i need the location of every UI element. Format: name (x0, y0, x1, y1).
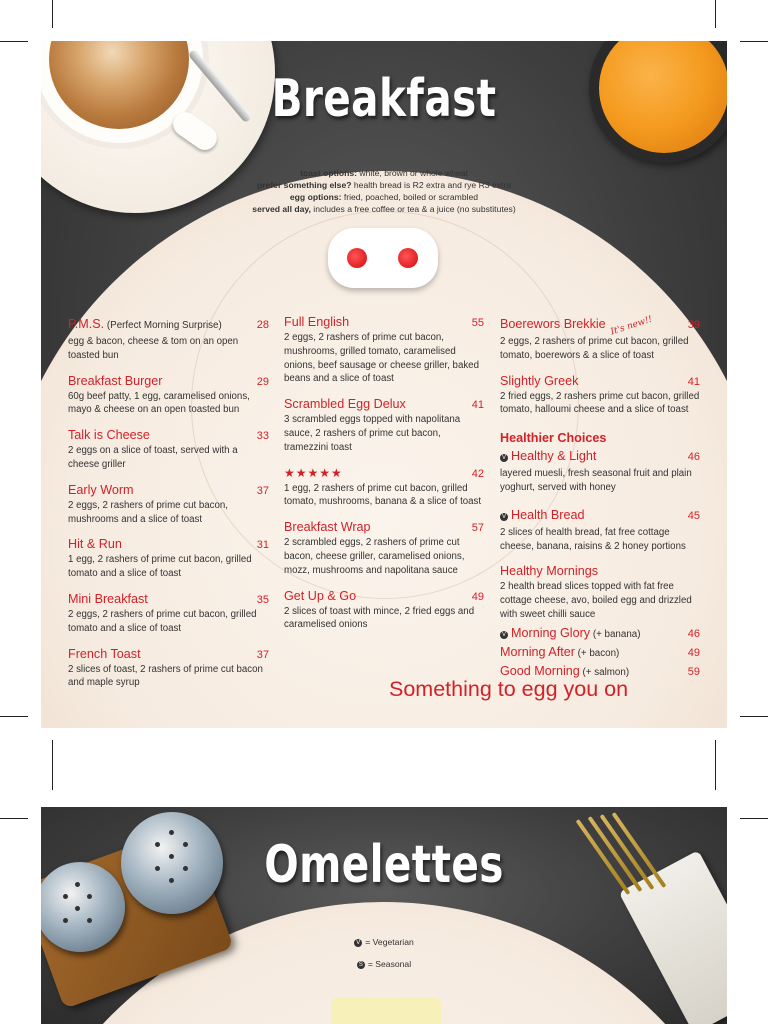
crop-mark (0, 818, 28, 819)
menu-item: V Health Bread 45 2 slices of health bread, fat free cottage cheese, banana, raisins & 2 honey portions (500, 507, 700, 552)
seasonal-icon: S (358, 962, 363, 968)
vegetarian-icon: V (501, 631, 506, 638)
tagline: Something to egg you on (389, 677, 629, 701)
crop-mark (52, 740, 53, 790)
menu-item: Healthy Mornings 2 health bread slices topped with fat free cottage cheese, avo, boiled egg and drizzled with sweet chilli sauce (500, 564, 692, 620)
vegetarian-icon: V (501, 455, 506, 462)
crop-mark (715, 0, 716, 28)
menu-column-2 (284, 315, 484, 643)
menu-item: Breakfast Burger 29 60g beef patty, 1 egg, caramelised onions, mayo & cheese on an open toasted bun (68, 373, 269, 416)
menu-item: Hit & Run 31 1 egg, 2 rashers of prime cut bacon, grilled tomato and a slice of toast (68, 537, 269, 580)
healthier-choices-heading: Healthier Choices (500, 431, 607, 446)
legend-vegetarian: V = Vegetarian (356, 937, 414, 947)
menu-item: ★★★★★ 42 1 egg, 2 rashers of prime cut bacon, grilled tomato, mushrooms, banana & a slice of toast (284, 465, 484, 508)
breakfast-panel (41, 41, 727, 728)
its-new-badge: It's new!! (609, 314, 654, 338)
menu-item: Mini Breakfast 35 2 eggs, 2 rashers of prime cut bacon, grilled tomato and a slice of toast (68, 591, 269, 634)
crop-mark (0, 716, 28, 717)
menu-item: Breakfast Wrap 57 2 scrambled eggs, 2 rashers of prime cut bacon, cheese griller, caramelised onions, mozz, mushrooms and napolitana sauce (284, 520, 484, 576)
menu-item: Full English 55 2 eggs, 2 rashers of prime cut bacon, mushrooms, grilled tomato, caramelised onions, beef sausage or cheese griller, baked beans and a slice of toast (284, 315, 484, 385)
logo-dot (347, 248, 367, 268)
menu-item-variant: Good Morning (+ salmon) 59 (500, 663, 700, 678)
crop-mark (0, 41, 28, 42)
omelettes-title: Omelettes (264, 835, 504, 895)
crop-mark (740, 716, 768, 717)
legend-seasonal: S = Seasonal (358, 959, 412, 969)
crop-mark (740, 818, 768, 819)
menu-column-3 (500, 315, 700, 691)
butter (331, 997, 441, 1024)
crop-mark (715, 740, 716, 790)
menu-item-variant: Morning After (+ bacon) 49 (500, 644, 700, 659)
omelettes-panel (41, 807, 727, 1024)
breakfast-info: toast options: white, brown or whole wheat prefer something else? health bread is R2 extra and rye R3 extra egg options: fried, poached, boiled or scrambled served all day, includes a free coffee or tea & a juice (no substitutes) (252, 168, 516, 214)
menu-item: V Healthy & Light 46 layered muesli, fresh seasonal fruit and plain yoghurt, served with honey (500, 449, 700, 493)
menu-item: P.M.S. (Perfect Morning Surprise) 28 egg & bacon, cheese & tom on an open toasted bun (68, 317, 269, 361)
menu-item: Scrambled Egg Delux 41 3 scrambled eggs topped with napolitana sauce, 2 rashers of prime cut bacon, tramezzini toast (284, 397, 484, 453)
menu-item: French Toast 37 2 slices of toast, 2 rashers of prime cut bacon and maple syrup (68, 646, 269, 689)
menu-item: Talk is Cheese 33 2 eggs on a slice of toast, served with a cheese griller (68, 428, 269, 470)
crop-mark (740, 41, 768, 42)
menu-item: Early Worm 37 2 eggs, 2 rashers of prime cut bacon, mushrooms and a slice of toast (68, 482, 269, 525)
menu-item: Get Up & Go 49 2 slices of toast with mince, 2 fried eggs and caramelised onions (284, 588, 484, 631)
vegetarian-icon: V (501, 513, 506, 520)
vegetarian-icon: V (356, 940, 361, 946)
menu-column-1 (68, 315, 269, 701)
five-star-rating: ★★★★★ (284, 465, 343, 480)
logo-dot (398, 248, 418, 268)
breakfast-title: Breakfast (271, 69, 497, 129)
menu-item: Slightly Greek 41 2 fried eggs, 2 rashers prime cut bacon, grilled tomato, halloumi cheese and a slice of toast (500, 373, 700, 416)
menu-item-variant: V Morning Glory (+ banana) 46 (501, 625, 700, 640)
menu-item: Boerewors Brekkie It's new!! 39 2 eggs, 2 rashers of prime cut bacon, grilled tomato, boerewors & a slice of toast (500, 314, 700, 361)
logo (328, 228, 438, 288)
crop-mark (52, 0, 53, 28)
